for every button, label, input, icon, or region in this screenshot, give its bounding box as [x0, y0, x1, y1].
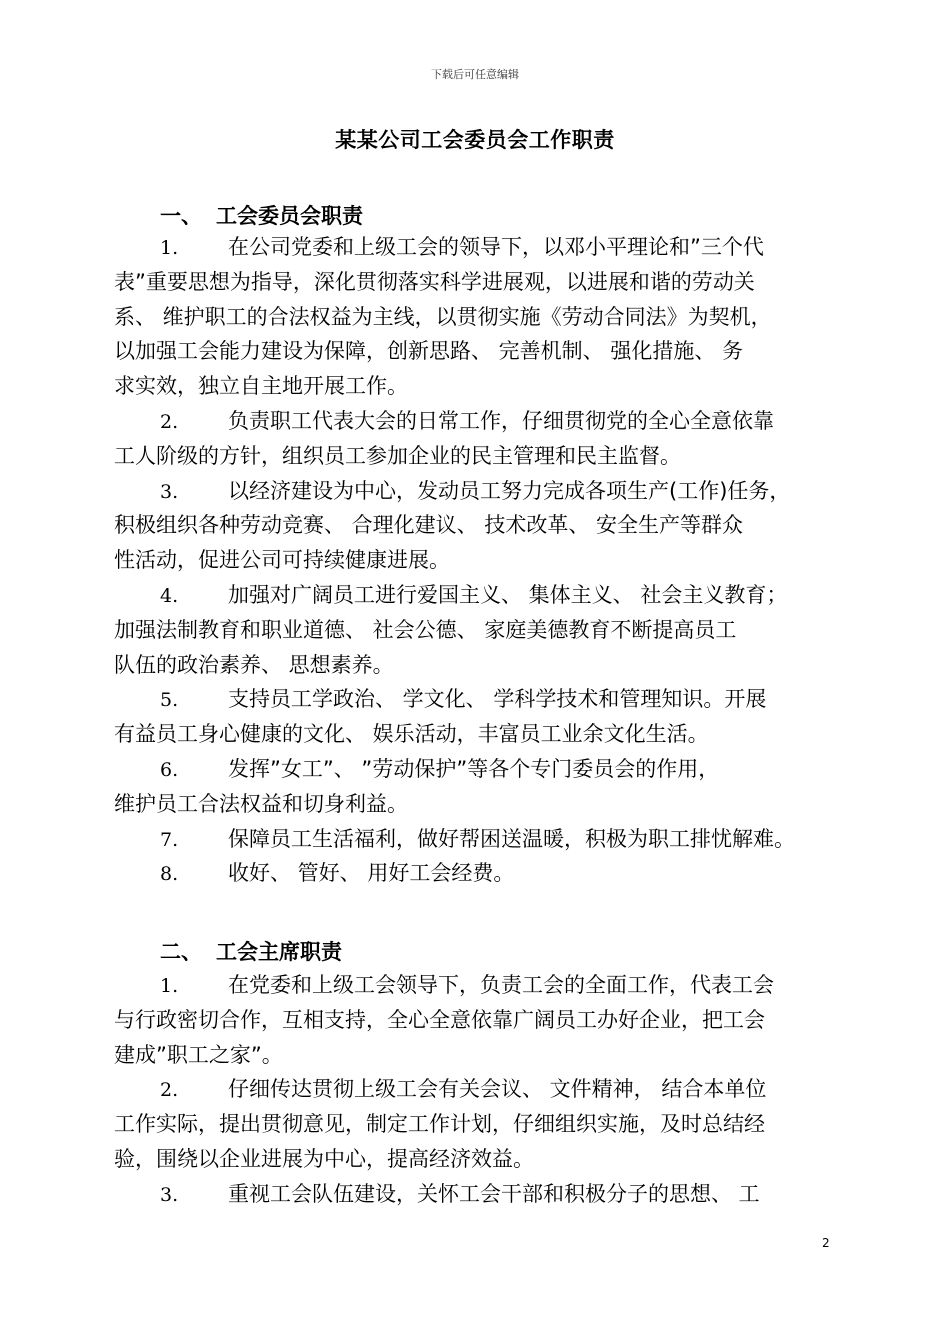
item-number: 4. — [160, 584, 179, 607]
line-text: 保障员工生活福利，做好帮困送温暖，积极为职工排忧解难。 — [228, 826, 795, 851]
line-text: 以加强工会能力建设为保障，创新思路、 完善机制、 强化措施、 务 — [114, 339, 744, 364]
list-item — [114, 752, 838, 822]
item-number: 5. — [160, 689, 179, 712]
item-number: 6. — [160, 758, 179, 781]
item-number: 7. — [160, 828, 179, 851]
list-item — [114, 822, 838, 857]
line-text: 在党委和上级工会领导下，负责工会的全面工作，代表工会 — [228, 973, 774, 997]
paragraph-line — [114, 1142, 838, 1177]
line-text: 支持员工学政治、 学文化、 学科学技术和管理知识。开展 — [228, 687, 767, 712]
list-item — [114, 474, 838, 578]
item-number: 2. — [160, 1079, 179, 1102]
list-item — [114, 682, 838, 752]
list-item — [114, 404, 838, 474]
paragraph-line — [114, 752, 838, 787]
line-text: 负责职工代表大会的日常工作，仔细贯彻党的全心全意依靠 — [228, 408, 774, 433]
paragraph-line — [114, 439, 838, 474]
paragraph-line — [114, 334, 838, 369]
section-title: 工会委员会职责 — [216, 204, 363, 228]
item-number: 1. — [160, 237, 179, 259]
section-title: 工会主席职责 — [216, 940, 342, 964]
item-number: 3. — [160, 480, 179, 503]
list-item — [114, 968, 838, 1072]
page-header: 下载后可任意编辑 — [431, 68, 519, 81]
paragraph-line — [114, 578, 838, 613]
line-text: 与行政密切合作，互相支持，全心全意依靠广阔员工办好企业，把工会 — [114, 1007, 765, 1032]
line-text: 有益员工身心健康的文化、 娱乐活动，丰富员工业余文化生活。 — [114, 722, 709, 747]
line-text: 仔细传达贯彻上级工会有关会议、 文件精神， 结合本单位 — [228, 1077, 767, 1102]
line-text: 求实效，独立自主地开展工作。 — [114, 374, 408, 399]
paragraph-line — [114, 822, 838, 857]
line-text: 积极组织各种劳动竞赛、 合理化建议、 技术改革、 安全生产等群众 — [114, 513, 744, 538]
line-text: 系、 维护职工的合法权益为主线，以贯彻实施《劳动合同法》为契机， — [114, 304, 772, 329]
document-title: 某某公司工会委员会工作职责 — [335, 128, 615, 152]
line-text: 加强法制教育和职业道德、 社会公德、 家庭美德教育不断提高员工 — [114, 617, 737, 642]
list-item — [114, 1072, 838, 1176]
paragraph-line — [114, 1072, 838, 1107]
line-text: 验，围绕以企业进展为中心，提高经济效益。 — [114, 1146, 534, 1171]
paragraph-line — [114, 968, 838, 1003]
paragraph-line — [114, 787, 838, 822]
line-text: 工人阶级的方针，组织员工参加企业的民主管理和民主监督。 — [114, 443, 681, 468]
item-number: 8. — [160, 863, 179, 886]
list-item — [114, 856, 838, 891]
page-number: 2 — [822, 1236, 830, 1250]
paragraph-line — [114, 369, 838, 404]
item-number: 3. — [160, 1183, 179, 1206]
line-text: 建成”职工之家”。 — [114, 1042, 283, 1067]
paragraph-line — [114, 856, 838, 891]
list-item — [114, 578, 838, 682]
line-text: 加强对广阔员工进行爱国主义、 集体主义、 社会主义教育； — [228, 582, 788, 607]
item-number: 1. — [160, 975, 179, 997]
line-text: 性活动，促进公司可持续健康进展。 — [114, 548, 450, 573]
paragraph-line — [114, 1107, 838, 1142]
paragraph-line — [114, 543, 838, 578]
line-text: 在公司党委和上级工会的领导下，以邓小平理论和”三个代 — [228, 235, 764, 259]
line-text: 重视工会队伍建设，关怀工会干部和积极分子的思想、 工 — [228, 1181, 760, 1206]
line-text: 工作实际，提出贯彻意见，制定工作计划，仔细组织实施，及时总结经 — [114, 1112, 765, 1137]
paragraph-line — [114, 265, 838, 300]
paragraph-line — [114, 717, 838, 752]
item-number: 2. — [160, 410, 179, 433]
paragraph-line — [114, 1003, 838, 1038]
section-2-body — [114, 968, 838, 1212]
section-number: 二、 — [160, 940, 202, 964]
paragraph-line — [114, 648, 838, 683]
section-1-body — [114, 230, 838, 891]
line-text: 收好、 管好、 用好工会经费。 — [228, 861, 515, 886]
line-text: 以经济建设为中心，发动员工努力完成各项生产(工作)任务， — [228, 478, 791, 503]
paragraph-line — [114, 1177, 838, 1212]
line-text: 维护员工合法权益和切身利益。 — [114, 791, 408, 816]
paragraph-line — [114, 682, 838, 717]
section-heading-2 — [160, 936, 342, 966]
paragraph-line — [114, 230, 838, 265]
list-item — [114, 1177, 838, 1212]
list-item — [114, 230, 838, 404]
paragraph-line — [114, 404, 838, 439]
section-heading-1 — [160, 200, 363, 230]
line-text: 队伍的政治素养、 思想素养。 — [114, 652, 394, 677]
line-text: 发挥”女工”、 ”劳动保护”等各个专门委员会的作用， — [228, 756, 720, 781]
paragraph-line — [114, 474, 838, 509]
paragraph-line — [114, 1038, 838, 1073]
paragraph-line — [114, 300, 838, 335]
paragraph-line — [114, 508, 838, 543]
section-number: 一、 — [160, 204, 202, 228]
line-text: 表”重要思想为指导，深化贯彻落实科学进展观，以进展和谐的劳动关 — [114, 269, 755, 294]
paragraph-line — [114, 613, 838, 648]
